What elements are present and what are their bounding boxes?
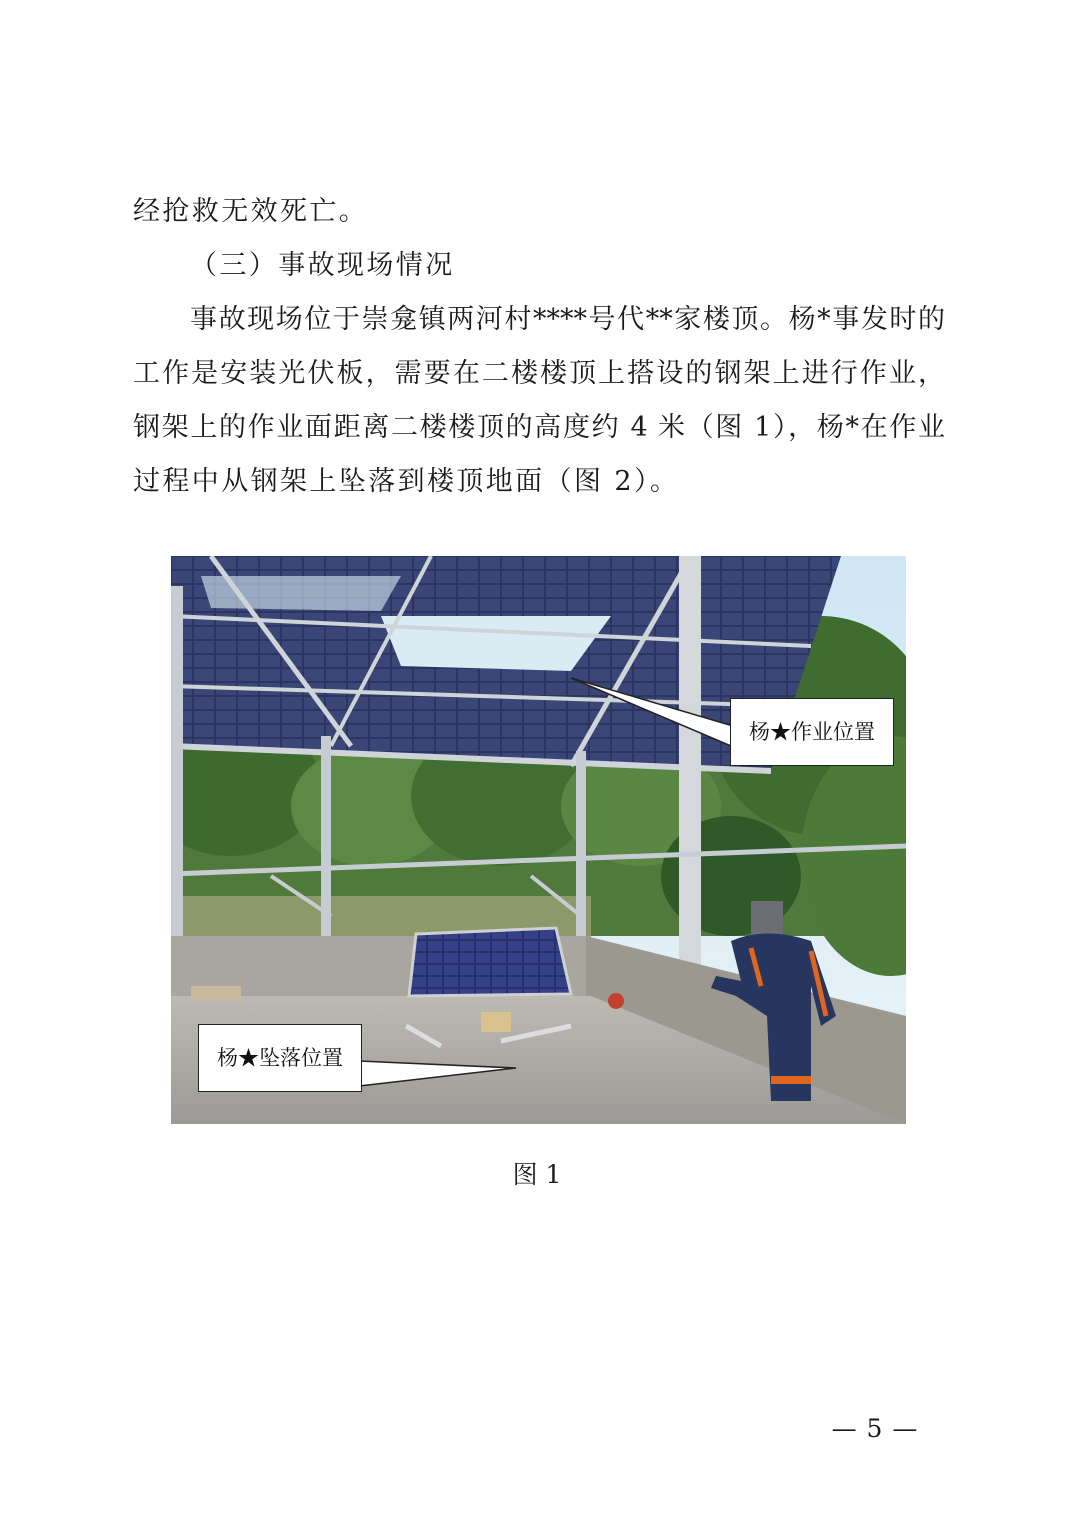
paragraph-line: 钢架上的作业面距离二楼楼顶的高度约 4 米（图 1），杨*在作业 — [133, 412, 945, 443]
figure-caption: 图 1 — [512, 1160, 562, 1189]
paragraph-line: 经抢救无效死亡。 — [133, 196, 369, 227]
callout-fall-position: 杨★坠落位置 — [198, 1024, 362, 1092]
paragraph-line: 事故现场位于崇龛镇两河村****号代**家楼顶。杨*事发时的 — [190, 304, 945, 335]
callout-work-position: 杨★作业位置 — [730, 698, 894, 766]
section-heading: （三）事故现场情况 — [190, 250, 455, 281]
paragraph-line: 过程中从钢架上坠落到楼顶地面（图 2）。 — [133, 466, 680, 497]
page-number: — 5 — — [831, 1414, 919, 1443]
paragraph-line: 工作是安装光伏板，需要在二楼楼顶上搭设的钢架上进行作业， — [133, 358, 945, 389]
